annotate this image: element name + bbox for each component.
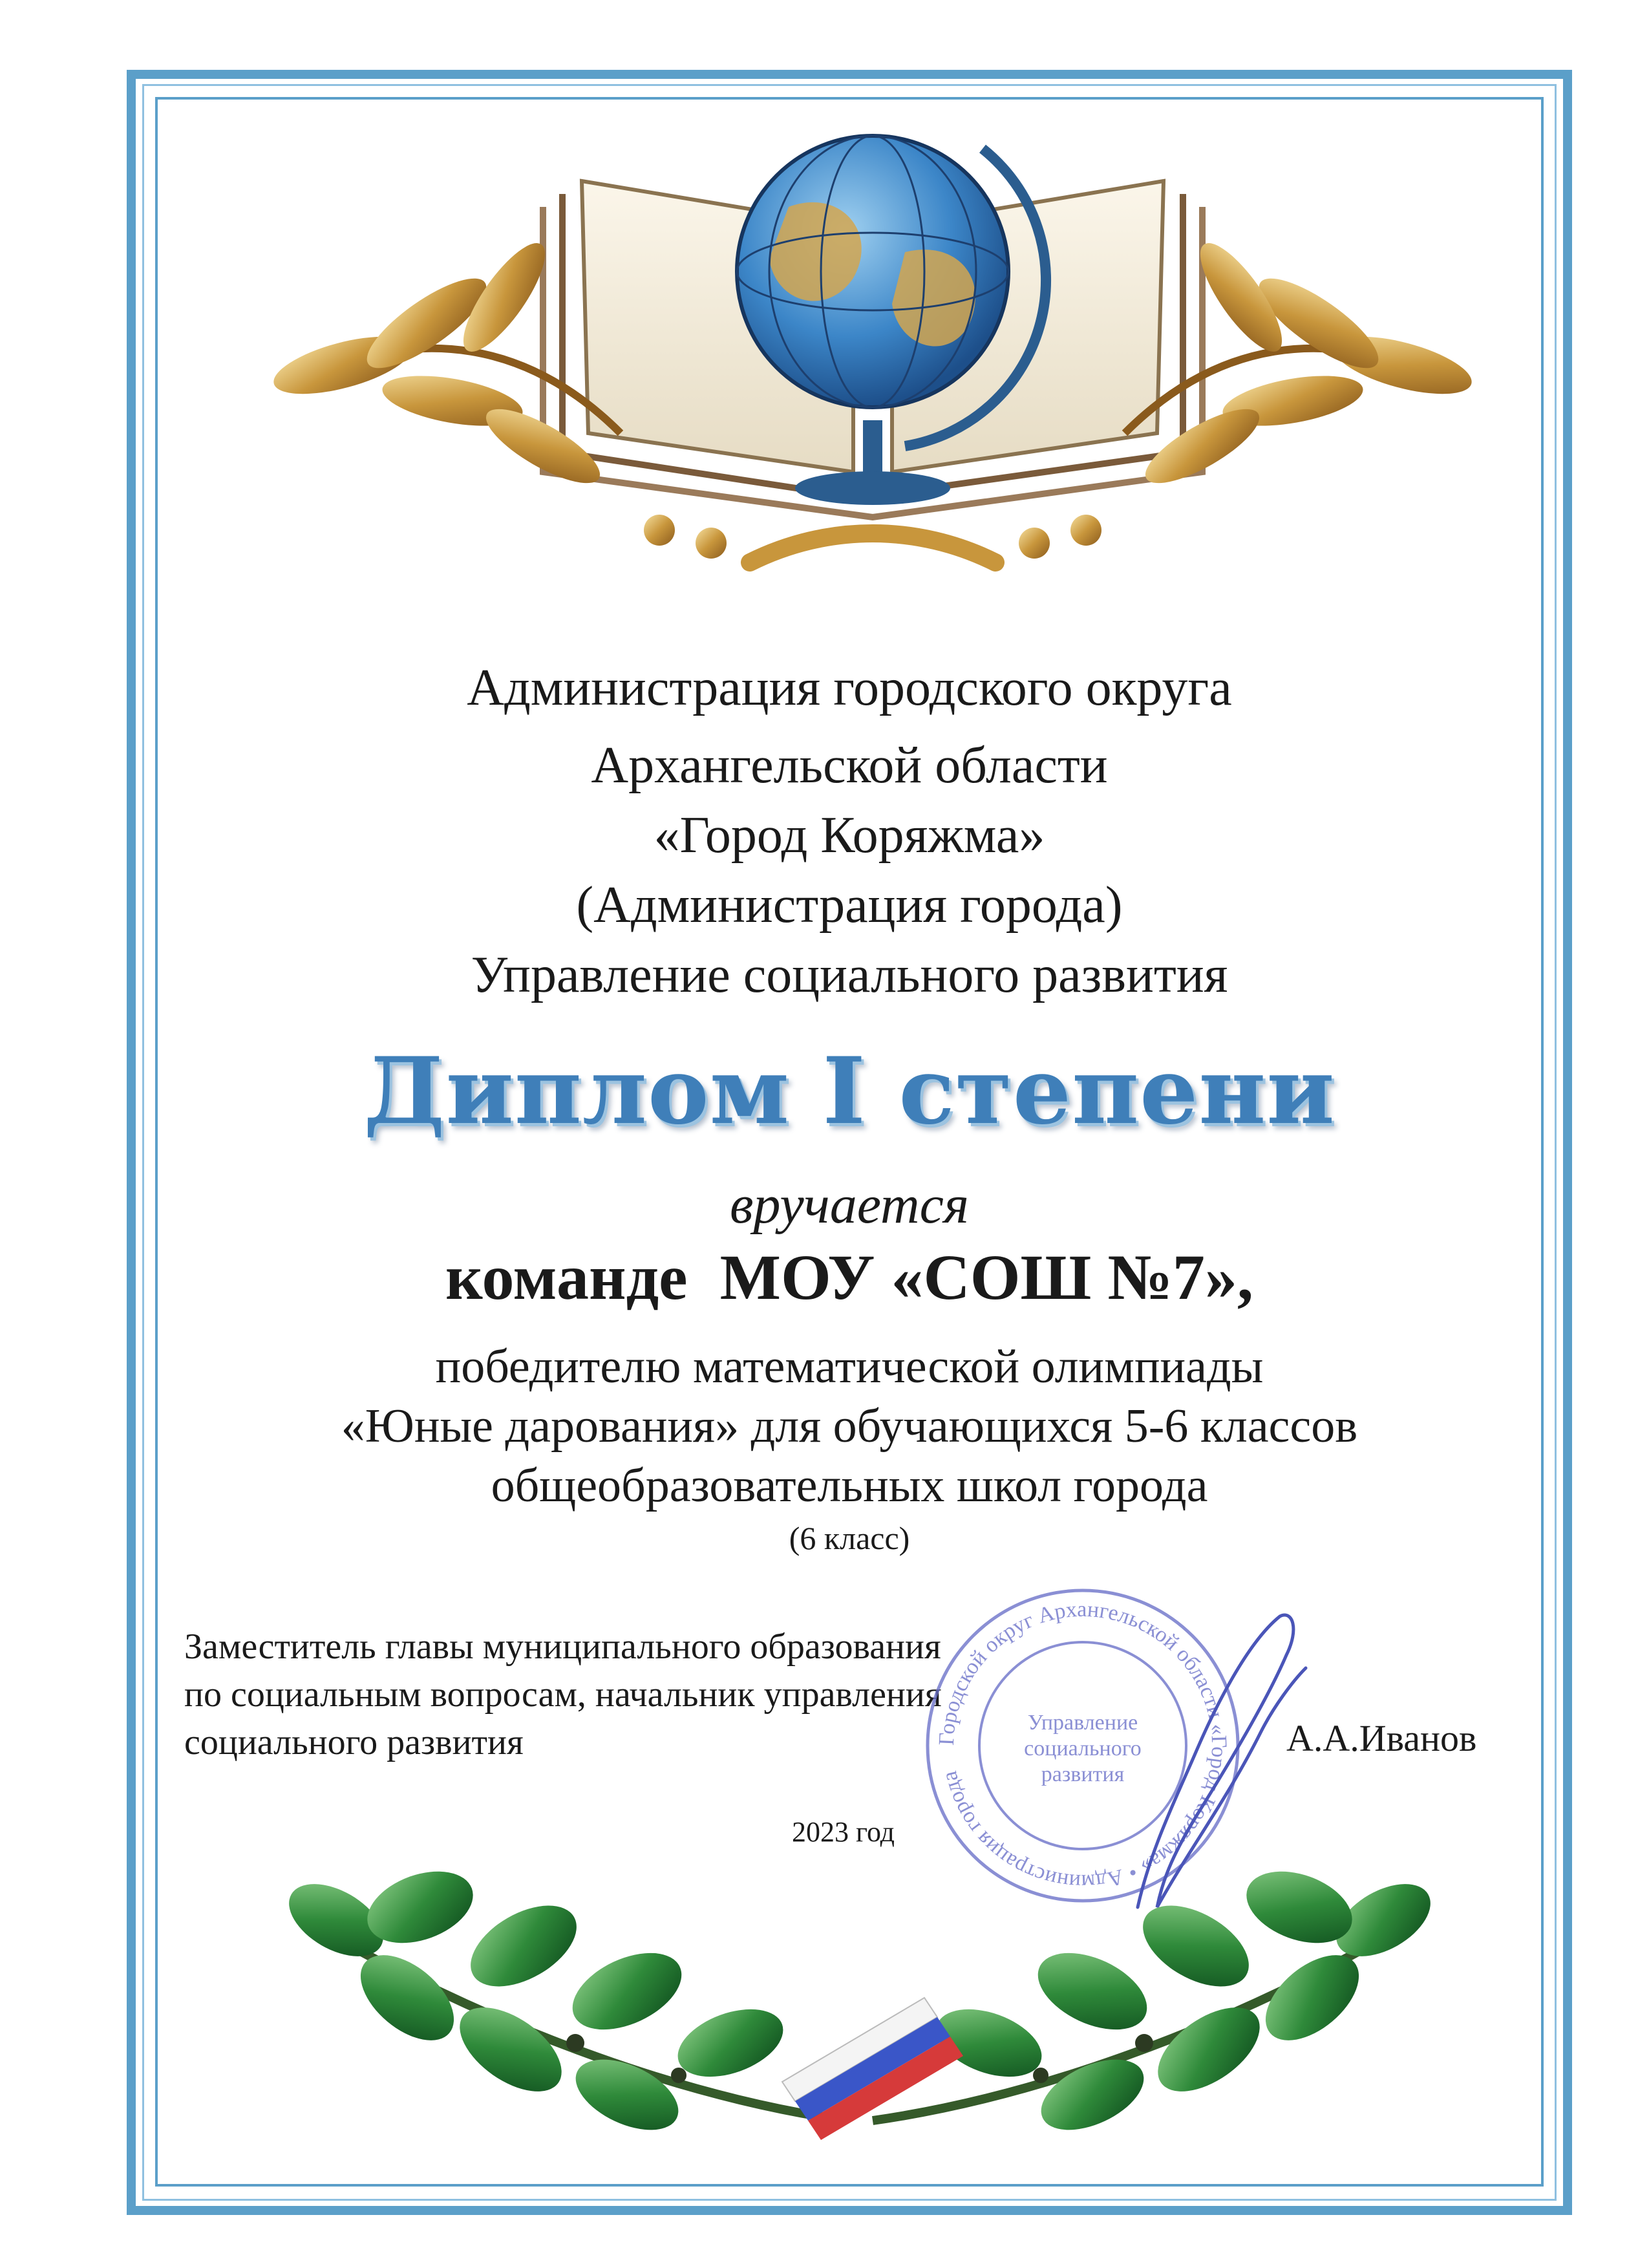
description-line-1: победителю математической олимпиады: [435, 1340, 1264, 1393]
signatory-title: [184, 1623, 942, 1766]
globe-book-emblem: [259, 110, 1487, 627]
issuer-line-5: Управление социального развития: [471, 947, 1228, 1003]
award-description: [155, 1337, 1544, 1515]
signatory-line-1: Заместитель главы муниципального образования: [184, 1627, 941, 1667]
description-line-3: общеобразовательных школ города: [491, 1459, 1208, 1512]
signatory-line-3: социального развития: [184, 1722, 524, 1762]
issuer-line-4: (Администрация города): [576, 877, 1123, 934]
issuer-line-3: «Город Коряжма»: [654, 807, 1045, 864]
issuer-block: [155, 653, 1544, 1010]
stamp-center-line-1: Управление: [1027, 1711, 1138, 1735]
green-laurel-ribbon-icon: [278, 1849, 1442, 2153]
issuer-line-2: Архангельской области: [591, 737, 1108, 794]
issuer-line-1: Администрация городского округа: [467, 659, 1232, 716]
recipient-team: команде МОУ «СОШ №7»,: [445, 1241, 1253, 1313]
stamp-ring-text: Городской округ Архангельской области «Город Коряжма» • Администрация города: [934, 1597, 1231, 1894]
grade-note: (6 класс): [789, 1520, 910, 1556]
diploma-title: Диплом I степени: [363, 1038, 1335, 1145]
issue-year: 2023 год: [792, 1816, 895, 1848]
signatory-name: А.А.Иванов: [1286, 1717, 1477, 1759]
description-line-2: «Юные дарования» для обучающихся 5-6 классов: [341, 1400, 1358, 1453]
signatory-line-2: по социальным вопросам, начальник управления: [184, 1674, 942, 1715]
stamp-center-line-3: развития: [1041, 1762, 1125, 1786]
awarded-word: вручается: [730, 1175, 969, 1235]
stamp-center-line-2: социального: [1024, 1737, 1142, 1760]
